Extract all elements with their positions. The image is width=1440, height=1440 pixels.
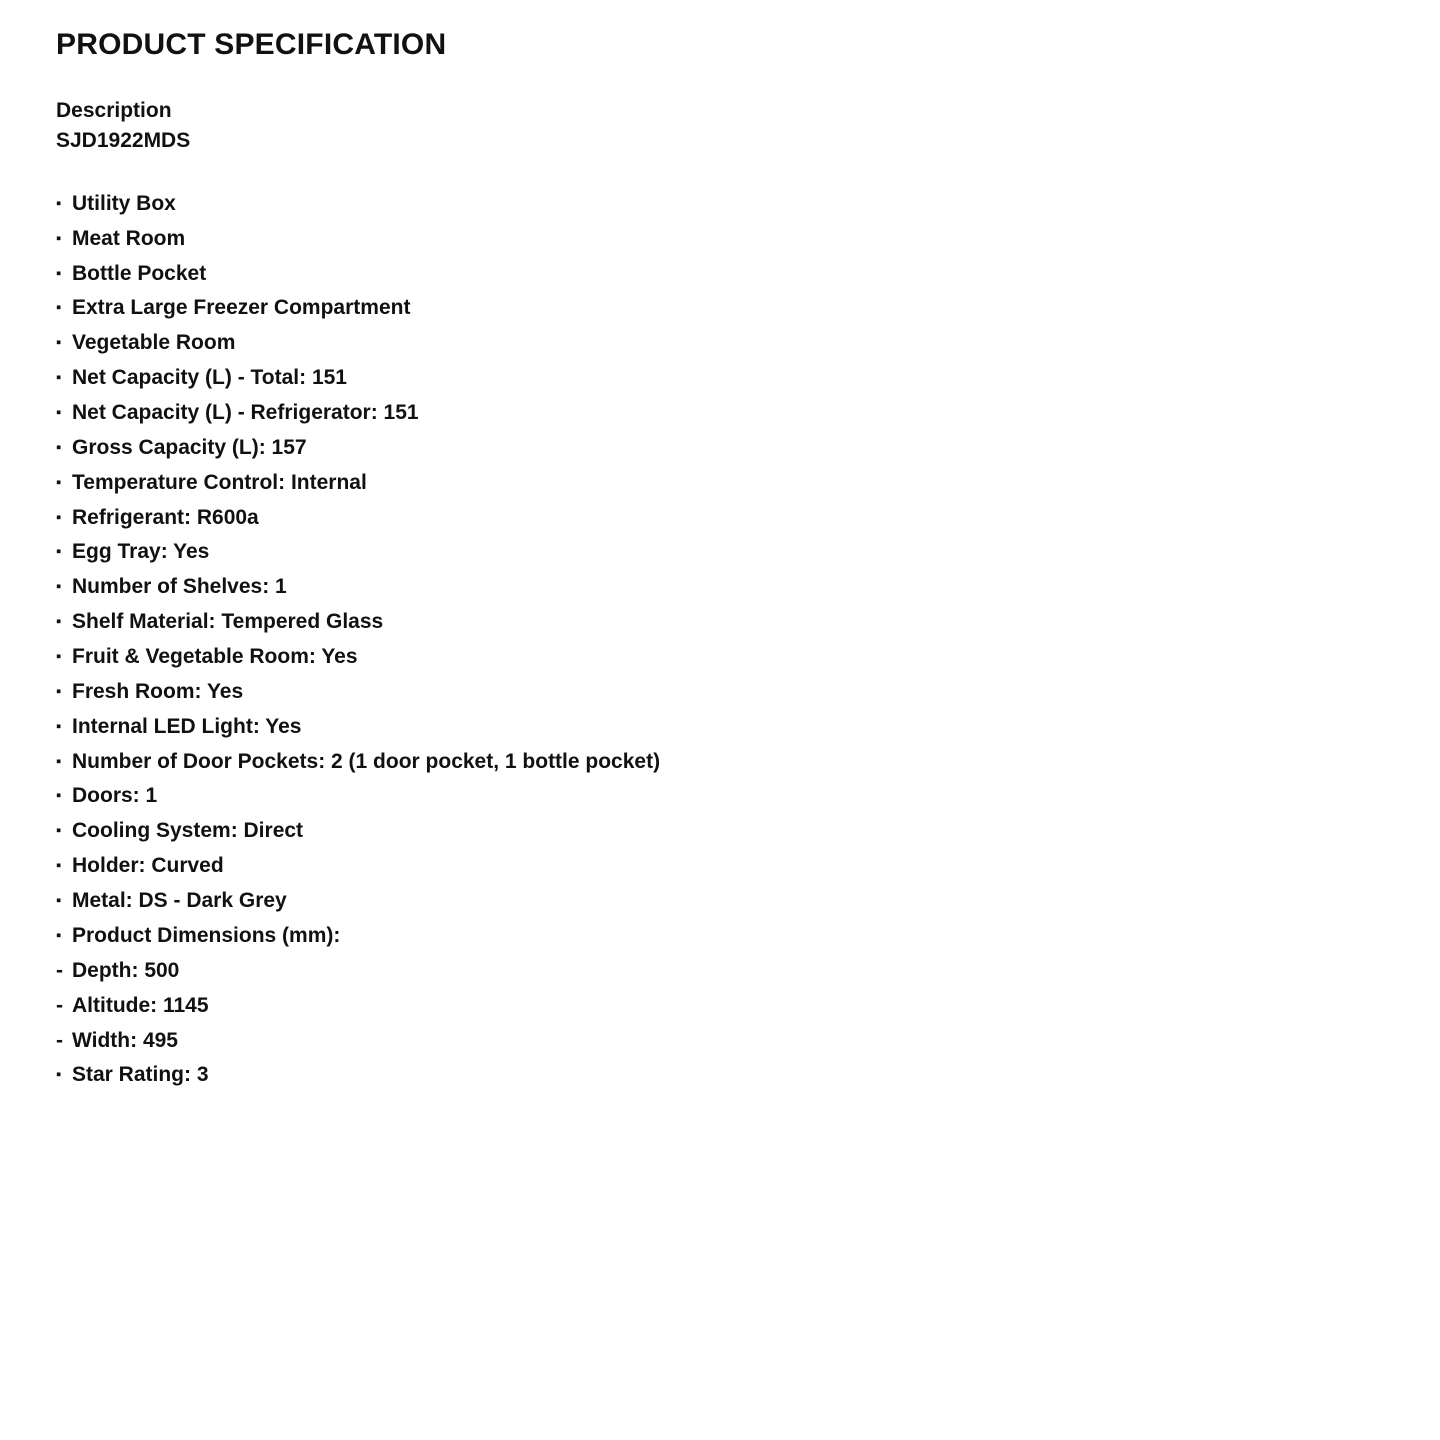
spec-item-label: Holder: Curved — [72, 854, 224, 878]
spec-list-item — [56, 884, 1384, 919]
spec-list-item — [56, 745, 1384, 780]
spec-item-label: Number of Shelves: 1 — [72, 575, 287, 599]
square-bullet-icon — [56, 675, 72, 710]
square-bullet-icon — [56, 1058, 72, 1093]
square-bullet-icon — [56, 291, 72, 326]
spec-list-item — [56, 291, 1384, 326]
spec-list-item — [56, 222, 1384, 257]
square-bullet-icon — [56, 884, 72, 919]
spec-item-label: Number of Door Pockets: 2 (1 door pocket, 1 bottle pocket) — [72, 749, 661, 773]
square-bullet-icon — [56, 257, 72, 292]
square-bullet-icon — [56, 710, 72, 745]
dash-bullet-icon — [56, 989, 72, 1024]
spec-item-label: Vegetable Room — [72, 331, 236, 355]
spec-list-item — [56, 814, 1384, 849]
dash-bullet-icon — [56, 954, 72, 989]
spec-list-item — [56, 501, 1384, 536]
spec-item-label: Extra Large Freezer Compartment — [72, 296, 411, 320]
square-bullet-icon — [56, 361, 72, 396]
spec-item-label: Refrigerant: R600a — [72, 505, 259, 529]
spec-item-label: Gross Capacity (L): 157 — [72, 435, 307, 459]
spec-item-label: Net Capacity (L) - Total: 151 — [72, 366, 347, 390]
page-title: PRODUCT SPECIFICATION — [56, 28, 447, 61]
square-bullet-icon — [56, 535, 72, 570]
spec-list-item — [56, 1058, 1384, 1093]
spec-item-label: Doors: 1 — [72, 784, 158, 808]
spec-list-item — [56, 1024, 1384, 1059]
spec-list-item — [56, 396, 1384, 431]
spec-item-label: Fruit & Vegetable Room: Yes — [72, 645, 358, 669]
square-bullet-icon — [56, 222, 72, 257]
spec-list-item — [56, 605, 1384, 640]
spec-list-item — [56, 849, 1384, 884]
spec-item-label: Depth: 500 — [72, 958, 180, 982]
spec-item-label: Net Capacity (L) - Refrigerator: 151 — [72, 401, 419, 425]
spec-item-label: Fresh Room: Yes — [72, 679, 244, 703]
spec-list-item — [56, 989, 1384, 1024]
spec-item-label: Shelf Material: Tempered Glass — [72, 610, 384, 634]
spec-item-label: Utility Box — [72, 191, 176, 215]
spec-list-item — [56, 535, 1384, 570]
square-bullet-icon — [56, 849, 72, 884]
spec-list-item — [56, 919, 1384, 954]
square-bullet-icon — [56, 466, 72, 501]
square-bullet-icon — [56, 605, 72, 640]
model-number: SJD1922MDS — [56, 129, 191, 153]
spec-list-item — [56, 431, 1384, 466]
spec-item-label: Temperature Control: Internal — [72, 470, 367, 494]
spec-list-item — [56, 466, 1384, 501]
spec-list-item — [56, 257, 1384, 292]
spec-list-item — [56, 570, 1384, 605]
spec-item-label: Star Rating: 3 — [72, 1063, 209, 1087]
dash-bullet-icon — [56, 1024, 72, 1059]
description-block — [56, 96, 1384, 157]
square-bullet-icon — [56, 187, 72, 222]
spec-list-item — [56, 187, 1384, 222]
square-bullet-icon — [56, 501, 72, 536]
spec-item-label: Meat Room — [72, 226, 186, 250]
square-bullet-icon — [56, 919, 72, 954]
spec-list-item — [56, 675, 1384, 710]
square-bullet-icon — [56, 431, 72, 466]
square-bullet-icon — [56, 779, 72, 814]
spec-item-label: Internal LED Light: Yes — [72, 714, 302, 738]
spec-list-item — [56, 326, 1384, 361]
spec-list-item — [56, 954, 1384, 989]
square-bullet-icon — [56, 570, 72, 605]
square-bullet-icon — [56, 396, 72, 431]
spec-list-item — [56, 640, 1384, 675]
spec-item-label: Width: 495 — [72, 1028, 178, 1052]
spec-list-item — [56, 779, 1384, 814]
square-bullet-icon — [56, 326, 72, 361]
spec-item-label: Cooling System: Direct — [72, 819, 304, 843]
spec-item-label: Altitude: 1145 — [72, 993, 209, 1017]
square-bullet-icon — [56, 814, 72, 849]
square-bullet-icon — [56, 745, 72, 780]
spec-list-item — [56, 710, 1384, 745]
spec-item-label: Egg Tray: Yes — [72, 540, 210, 564]
spec-list-item — [56, 361, 1384, 396]
description-label: Description — [56, 99, 172, 122]
specification-list — [56, 187, 1384, 1093]
square-bullet-icon — [56, 640, 72, 675]
spec-item-label: Bottle Pocket — [72, 261, 207, 285]
spec-item-label: Metal: DS - Dark Grey — [72, 889, 287, 913]
spec-item-label: Product Dimensions (mm): — [72, 923, 341, 947]
